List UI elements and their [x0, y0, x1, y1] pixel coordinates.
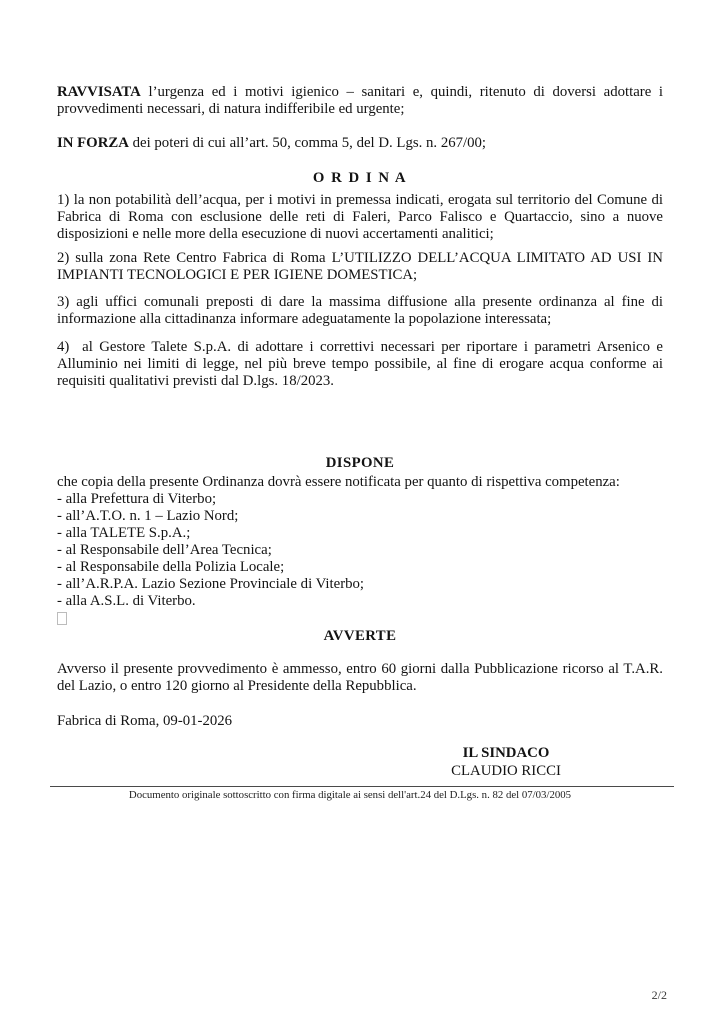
- ordina-item-3: 3) agli uffici comunali preposti di dare la massima diffusione alla presente ordinanza al fine di informazione alla cittadinanza informare adeguatamente la popolazione interessata;: [57, 294, 663, 327]
- recipient-talete: - alla TALETE S.p.A.;: [57, 525, 191, 541]
- missing-glyph-icon: [57, 612, 67, 625]
- paragraph-ravvisata-text: l’urgenza ed i motivi igienico – sanitari e, quindi, ritenuto di doversi adottare i provvedimenti necessari, di natura indifferibile ed urgente;: [57, 84, 663, 117]
- heading-ordina: O R D I N A: [312, 170, 408, 186]
- recipient-arpa: - all’A.R.P.A. Lazio Sezione Provinciale di Viterbo;: [57, 576, 365, 592]
- recipient-polizia-locale: - al Responsabile della Polizia Locale;: [57, 559, 285, 575]
- page-number: 2/2: [651, 988, 667, 1002]
- recipient-ato: - all’A.T.O. n. 1 – Lazio Nord;: [57, 508, 239, 524]
- paragraph-avverso: Avverso il presente provvedimento è ammesso, entro 60 giorni dalla Pubblicazione ricorso al T.A.R. del Lazio, o entro 120 giorno al Presidente della Repubblica.: [57, 661, 663, 694]
- recipient-area-tecnica: - al Responsabile dell’Area Tecnica;: [57, 542, 272, 558]
- dispone-intro: che copia della presente Ordinanza dovrà essere notificata per quanto di rispettiva competenza:: [57, 474, 620, 490]
- ordina-item-1: 1) la non potabilità dell’acqua, per i motivi in premessa indicati, erogata sul territorio del Comune di Fabrica di Roma con esclusione delle reti di Faleri, Parco Falisco e Quartaccio, sino a nuove disposizioni e nelle more della esecuzione di nuovi accertamenti analitici;: [57, 192, 663, 242]
- ordina-item-4: 4) al Gestore Talete S.p.A. di adottare i correttivi necessari per riportare i parametri Arsenico e Alluminio nei limiti di legge, nel più breve tempo possibile, al fine di erogare acqua conforme ai requisiti qualitativi previsti dal D.lgs. 18/2023.: [57, 339, 663, 389]
- place-date: Fabrica di Roma, 09-01-2026: [57, 713, 233, 729]
- paragraph-ravvisata: [57, 84, 663, 118]
- missing-glyph-line: [57, 610, 663, 627]
- lead-word-in-forza: IN FORZA: [57, 135, 129, 151]
- paragraph-in-forza-text: dei poteri di cui all’art. 50, comma 5, del D. Lgs. n. 267/00;: [128, 135, 487, 151]
- recipient-prefettura: - alla Prefettura di Viterbo;: [57, 491, 217, 507]
- heading-dispone: DISPONE: [325, 455, 395, 471]
- signature-role: IL SINDACO: [462, 745, 550, 761]
- signature-block: [386, 745, 626, 780]
- ordina-item-2: 2) sulla zona Rete Centro Fabrica di Roma L’UTILIZZO DELL’ACQUA LIMITATO AD USI IN IMPIANTI TECNOLOGICI E PER IGIENE DOMESTICA;: [57, 250, 663, 283]
- signature-name: CLAUDIO RICCI: [451, 762, 561, 779]
- paragraph-in-forza: [57, 135, 663, 152]
- lead-word-ravvisata: RAVVISATA: [57, 84, 141, 100]
- heading-avverte: AVVERTE: [323, 628, 397, 644]
- recipient-asl: - alla A.S.L. di Viterbo.: [57, 593, 196, 609]
- footer-divider: [50, 786, 674, 787]
- document-content: [57, 84, 663, 780]
- footer-note: Documento originale sottoscritto con firma digitale ai sensi dell'art.24 del D.Lgs. n. 82 del 07/03/2005: [128, 789, 572, 801]
